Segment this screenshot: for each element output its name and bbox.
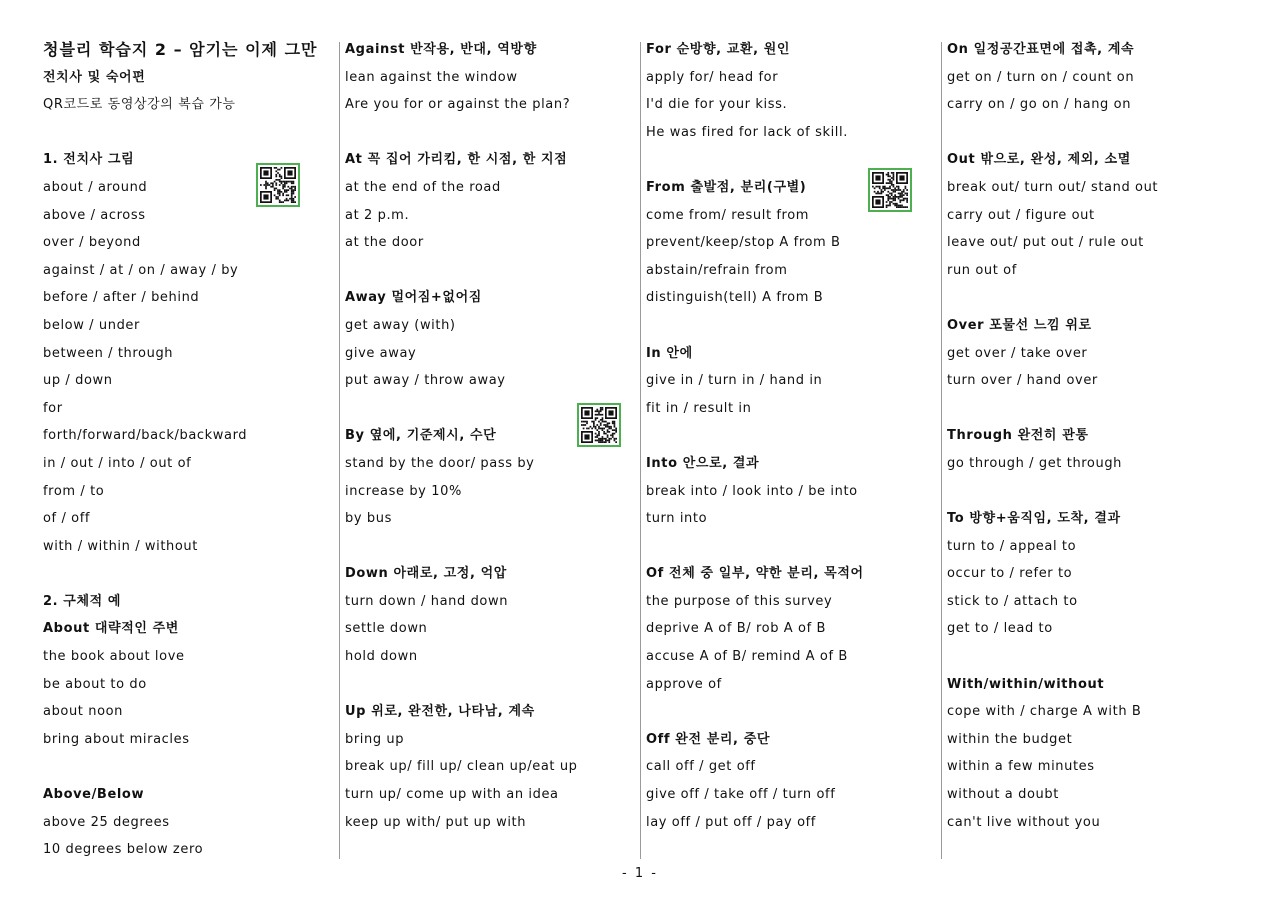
text-line: get away (with) (345, 317, 456, 333)
spacer (947, 119, 1247, 147)
spacer (43, 560, 333, 588)
heading-line: From 출발점, 분리(구별) (646, 179, 807, 195)
text-line: increase by 10% (345, 483, 462, 499)
text-line: within a few minutes (947, 759, 1095, 775)
heading-line: Against 반작용, 반대, 역방향 (345, 42, 537, 57)
heading-line: 청블리 학습지 2 – 암기는 이제 그만 (43, 40, 318, 59)
spacer (345, 533, 635, 561)
spacer (345, 257, 635, 285)
text-line: for (43, 400, 63, 416)
text-line: fit in / result in (646, 400, 752, 416)
heading-line: By 옆에, 기준제시, 수단 (345, 428, 497, 444)
text-line: turn over / hand over (947, 373, 1098, 389)
text-line: put away / throw away (345, 373, 506, 389)
text-line: from / to (43, 483, 105, 499)
text-line: cope with / charge A with B (947, 704, 1142, 720)
text-line: deprive A of B/ rob A of B (646, 621, 827, 637)
text-line: bring about miracles (43, 731, 190, 747)
text-line: call off / get off (646, 759, 756, 775)
spacer (947, 395, 1247, 423)
spacer (43, 753, 333, 781)
text-line: apply for/ head for (646, 69, 779, 85)
text-line: below / under (43, 317, 140, 333)
text-line: with / within / without (43, 538, 198, 554)
text-line: distinguish(tell) A from B (646, 290, 824, 306)
text-line: come from/ result from (646, 207, 810, 223)
heading-line: Over 포물선 느낌 위로 (947, 317, 1092, 333)
text-line: turn down / hand down (345, 593, 509, 609)
heading-line: On 일정공간표면에 접촉, 계속 (947, 42, 1135, 57)
text-line: prevent/keep/stop A from B (646, 235, 841, 251)
spacer (646, 698, 936, 726)
text-line: break into / look into / be into (646, 483, 858, 499)
heading-line: For 순방향, 교환, 원인 (646, 42, 791, 57)
text-line: turn up/ come up with an idea (345, 787, 559, 803)
text-line: can't live without you (947, 814, 1101, 830)
text-line: give off / take off / turn off (646, 787, 836, 803)
heading-line: Up 위로, 완전한, 나타남, 계속 (345, 704, 535, 720)
spacer (947, 478, 1247, 506)
heading-line: 1. 전치사 그림 (43, 152, 135, 168)
text-line: bring up (345, 731, 405, 747)
text-line: within the budget (947, 731, 1073, 747)
text-line: between / through (43, 345, 174, 361)
text-line: give in / turn in / hand in (646, 373, 823, 389)
heading-line: Off 완전 분리, 중단 (646, 731, 771, 747)
heading-line: Through 완전히 관통 (947, 428, 1089, 444)
spacer (43, 119, 333, 147)
text-line: He was fired for lack of skill. (646, 124, 848, 140)
column-divider (640, 42, 641, 859)
column-2 (345, 36, 635, 866)
text-line: QR코드로 동영상강의 복습 가능 (43, 97, 236, 113)
text-line: turn into (646, 511, 708, 527)
text-line: leave out/ put out / rule out (947, 235, 1144, 251)
text-line: lay off / put off / pay off (646, 814, 816, 830)
text-line: be about to do (43, 676, 147, 692)
column-4 (947, 36, 1247, 866)
text-line: get to / lead to (947, 621, 1053, 637)
heading-line: Of 전체 중 일부, 약한 분리, 목적어 (646, 566, 864, 582)
spacer (345, 671, 635, 699)
heading-line: With/within/without (947, 676, 1105, 692)
page-number: - 1 - (622, 866, 658, 881)
text-line: against / at / on / away / by (43, 262, 239, 278)
text-line: approve of (646, 676, 722, 692)
column-divider (339, 42, 340, 859)
heading-line: At 꼭 집어 가리킴, 한 시점, 한 지점 (345, 152, 568, 168)
text-line: by bus (345, 511, 392, 527)
column-divider (941, 42, 942, 859)
heading-line: Into 안으로, 결과 (646, 455, 760, 471)
text-line: at 2 p.m. (345, 207, 410, 223)
qr-code-icon[interactable] (577, 403, 621, 447)
text-line: give away (345, 345, 417, 361)
text-line: stick to / attach to (947, 593, 1078, 609)
column-3 (646, 36, 936, 866)
text-line: I'd die for your kiss. (646, 97, 788, 113)
heading-line: Away 멀어짐+없어짐 (345, 290, 482, 306)
text-line: occur to / refer to (947, 566, 1073, 582)
text-line: turn to / appeal to (947, 538, 1077, 554)
qr-code-icon[interactable] (256, 163, 300, 207)
spacer (646, 312, 936, 340)
text-line: the purpose of this survey (646, 593, 833, 609)
text-line: Are you for or against the plan? (345, 97, 571, 113)
text-line: carry out / figure out (947, 207, 1095, 223)
heading-line: 2. 구체적 예 (43, 593, 122, 609)
qr-code-icon[interactable] (868, 168, 912, 212)
heading-line: Out 밖으로, 완성, 제외, 소멸 (947, 152, 1131, 168)
text-line: keep up with/ put up with (345, 814, 527, 830)
text-line: of / off (43, 511, 91, 527)
text-line: get on / turn on / count on (947, 69, 1135, 85)
text-line: break up/ fill up/ clean up/eat up (345, 759, 578, 775)
text-line: go through / get through (947, 455, 1123, 471)
text-line: abstain/refrain from (646, 262, 788, 278)
spacer (345, 119, 635, 147)
text-line: carry on / go on / hang on (947, 97, 1132, 113)
text-line: about / around (43, 179, 148, 195)
spacer (646, 422, 936, 450)
heading-line: About 대략적인 주변 (43, 621, 179, 637)
spacer (947, 284, 1247, 312)
text-line: up / down (43, 373, 113, 389)
text-line: without a doubt (947, 787, 1059, 803)
text-line: get over / take over (947, 345, 1088, 361)
text-line: at the door (345, 235, 424, 251)
text-line: in / out / into / out of (43, 455, 192, 471)
heading-line: 전치사 및 숙어편 (43, 69, 146, 85)
text-line: settle down (345, 621, 428, 637)
text-line: above 25 degrees (43, 814, 170, 830)
column-1 (43, 36, 333, 866)
text-line: hold down (345, 649, 418, 665)
text-line: over / beyond (43, 235, 141, 251)
spacer (947, 643, 1247, 671)
text-line: lean against the window (345, 69, 518, 85)
text-line: about noon (43, 704, 124, 720)
heading-line: Above/Below (43, 787, 145, 803)
text-line: the book about love (43, 649, 185, 665)
spacer (646, 533, 936, 561)
heading-line: To 방향+움직임, 도착, 결과 (947, 511, 1121, 527)
text-line: break out/ turn out/ stand out (947, 179, 1159, 195)
text-line: before / after / behind (43, 290, 200, 306)
text-line: accuse A of B/ remind A of B (646, 649, 848, 665)
heading-line: Down 아래로, 고정, 억압 (345, 566, 507, 582)
text-line: stand by the door/ pass by (345, 455, 535, 471)
text-line: run out of (947, 262, 1017, 278)
text-line: forth/forward/back/backward (43, 428, 248, 444)
text-line: at the end of the road (345, 179, 501, 195)
text-line: above / across (43, 207, 146, 223)
text-line: 10 degrees below zero (43, 842, 204, 858)
heading-line: In 안에 (646, 345, 693, 361)
